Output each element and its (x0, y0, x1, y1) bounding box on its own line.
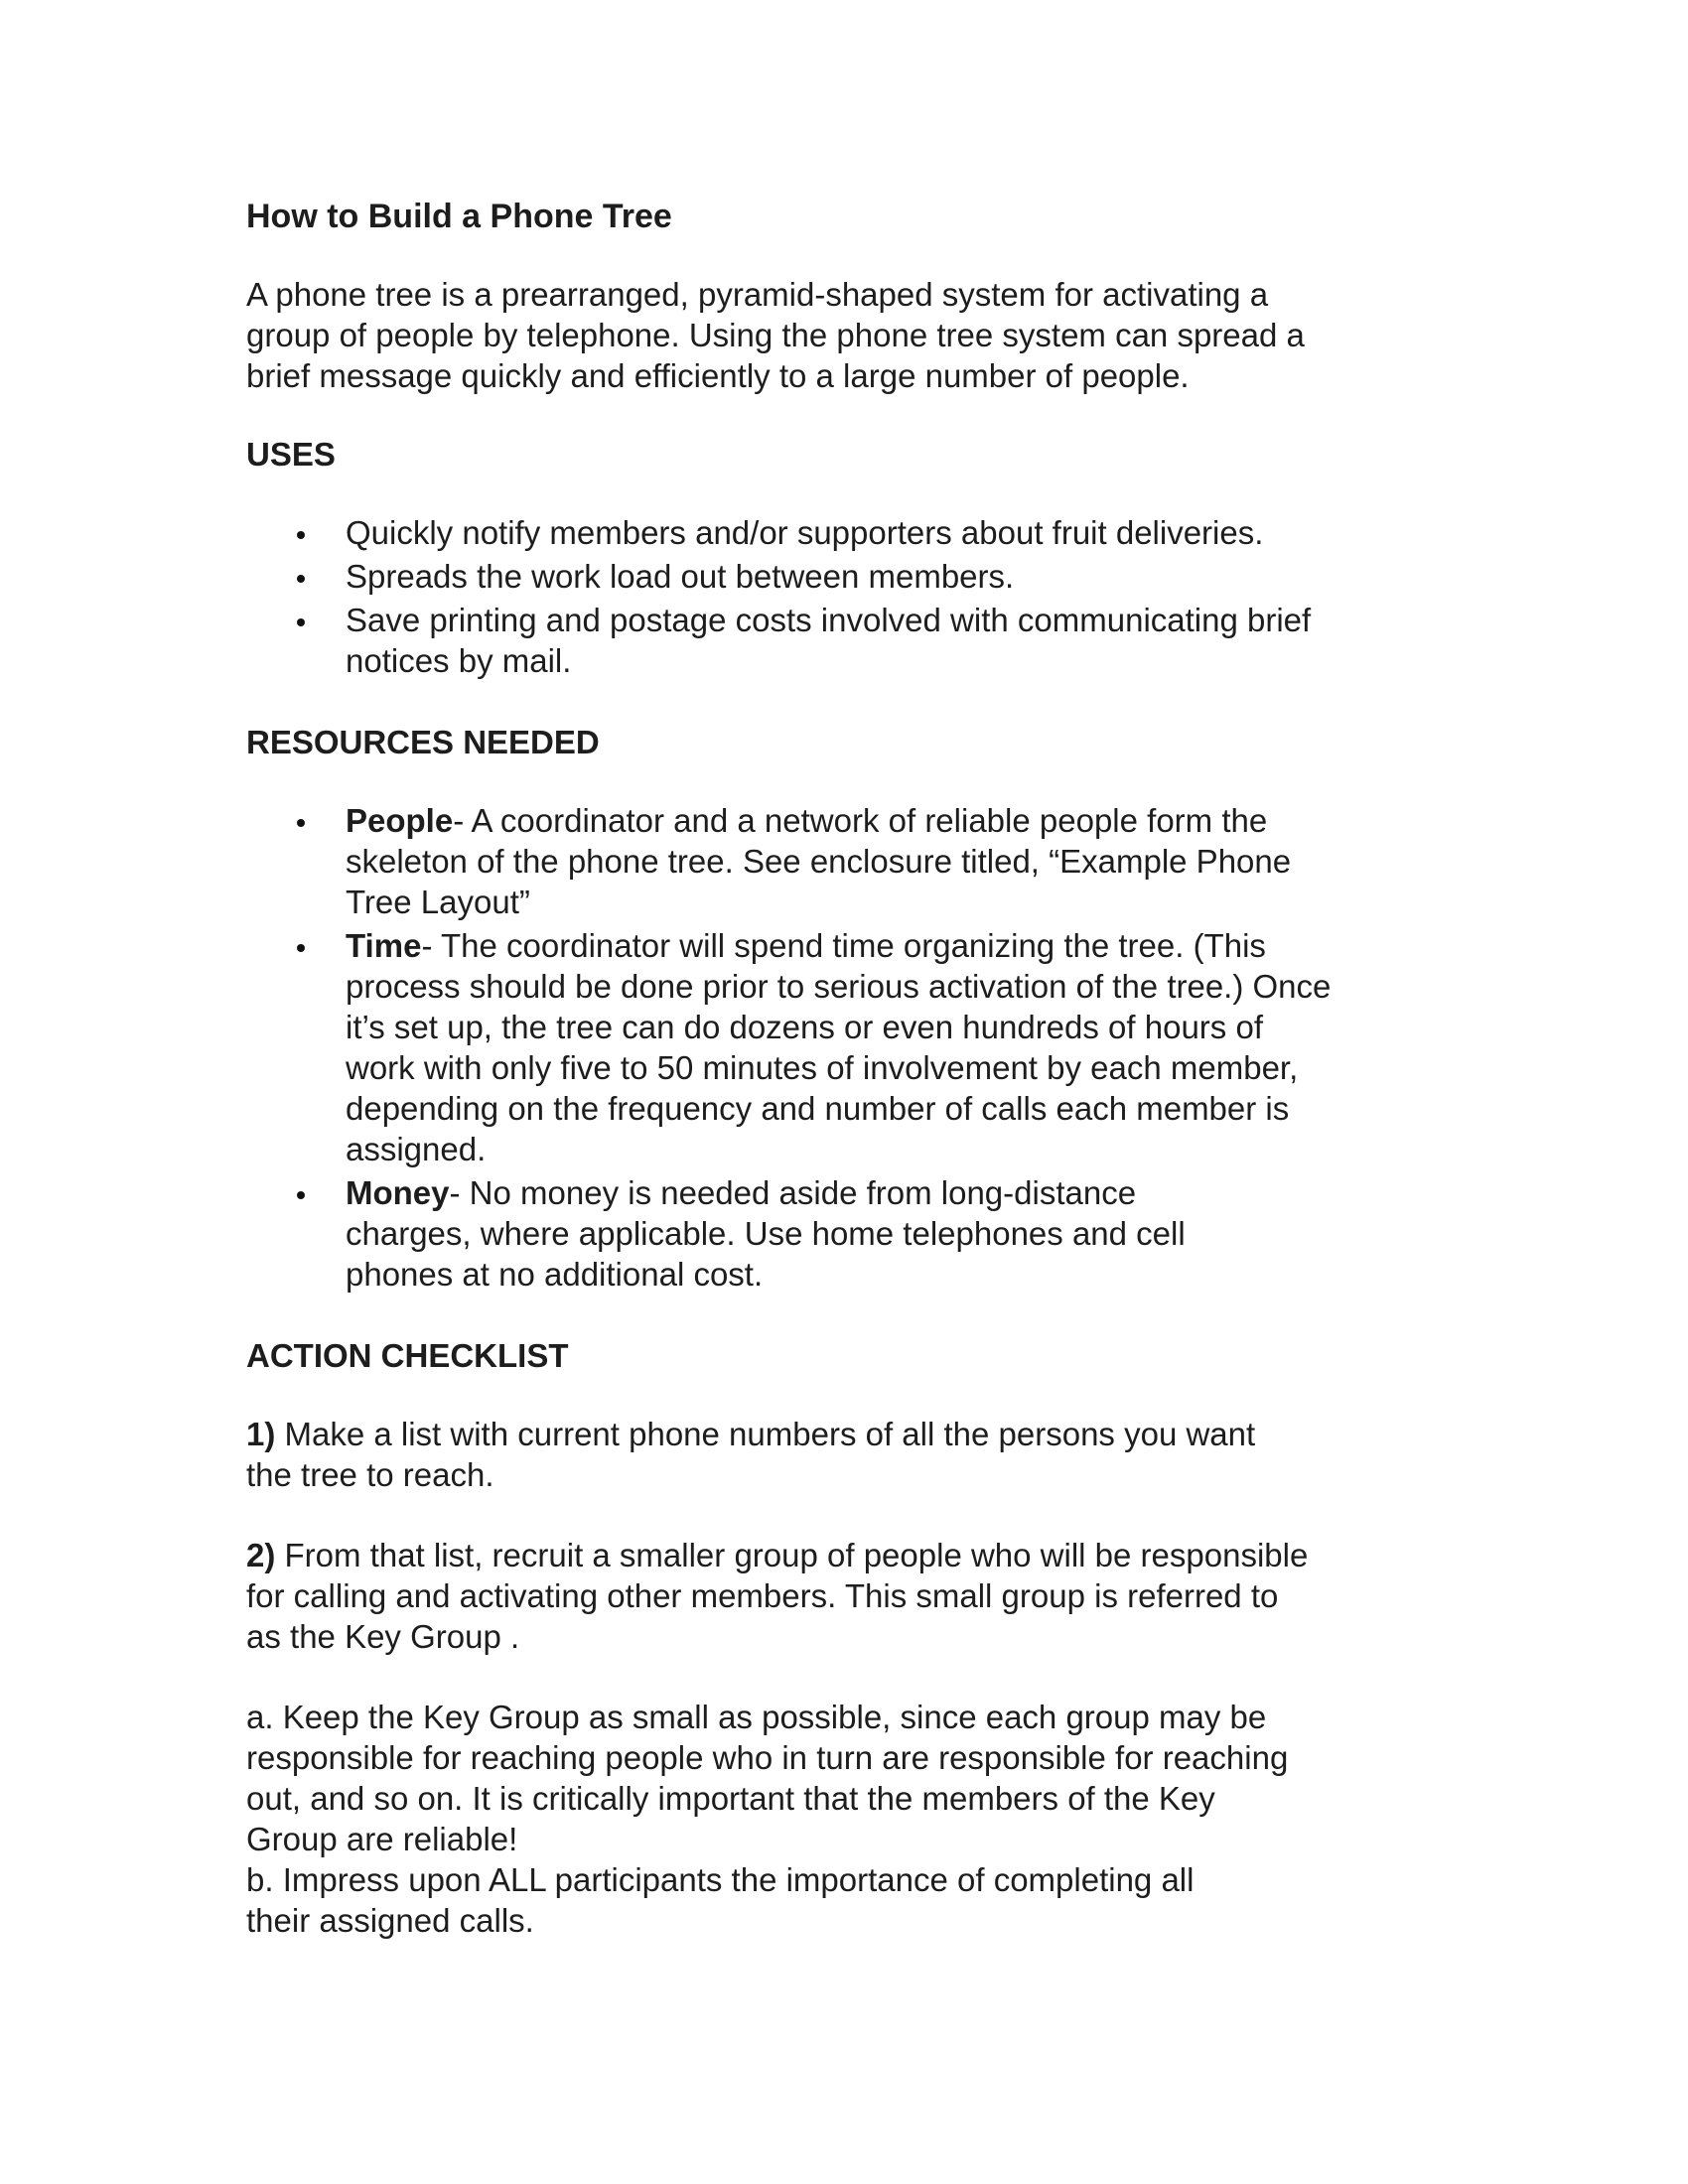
list-item-text: - A coordinator and a network of reliable people form the (453, 802, 1268, 839)
intro-paragraph (246, 274, 1438, 396)
list-item-text: notices by mail. (346, 642, 572, 679)
checklist-note-b (246, 1859, 1438, 1941)
resource-term: Time (346, 927, 422, 964)
resource-term: Money (346, 1174, 450, 1211)
list-item-first-line (346, 1172, 1438, 1213)
list-item-first-line (346, 925, 1438, 966)
checklist-heading: ACTION CHECKLIST (246, 1337, 569, 1374)
step-number: 2) (246, 1537, 276, 1573)
list-item-text: Save printing and postage costs involved with communicating brief (346, 602, 1312, 638)
list-item-text: work with only five to 50 minutes of involvement by each member, (346, 1049, 1299, 1086)
intro-line: group of people by telephone. Using the phone tree system can spread a (246, 317, 1305, 353)
list-item-first-line (346, 800, 1438, 841)
checklist-step-1 (246, 1414, 1438, 1495)
step-first-line (246, 1414, 1438, 1454)
list-item-text: skeleton of the phone tree. See enclosure titled, “Example Phone (346, 843, 1292, 880)
note-text: Group are reliable! (246, 1821, 518, 1857)
list-item-text: - No money is needed aside from long-distance (449, 1174, 1137, 1211)
list-item (346, 800, 1438, 922)
step-text: the tree to reach. (246, 1456, 494, 1493)
note-text: b. Impress upon ALL participants the importance of completing all (246, 1861, 1195, 1898)
page-title: How to Build a Phone Tree (246, 198, 672, 235)
checklist-step-2 (246, 1535, 1438, 1657)
intro-line: A phone tree is a prearranged, pyramid-shaped system for activating a (246, 276, 1269, 313)
list-item (346, 512, 1438, 553)
list-item-text: depending on the frequency and number of calls each member is (346, 1090, 1290, 1127)
step-text: From that list, recruit a smaller group of people who will be responsible (275, 1537, 1309, 1573)
checklist-note-a (246, 1697, 1438, 1859)
bullet-icon (297, 1191, 305, 1199)
bullet-icon (297, 531, 305, 539)
list-item-text: Quickly notify members and/or supporters about fruit deliveries. (346, 514, 1264, 551)
bullet-icon (297, 618, 305, 626)
bullet-icon (297, 944, 305, 952)
list-item-text: Spreads the work load out between members. (346, 558, 1015, 595)
bullet-icon (297, 819, 305, 827)
resources-heading: RESOURCES NEEDED (246, 724, 600, 760)
step-text: for calling and activating other members. This small group is referred to (246, 1577, 1279, 1614)
note-text: responsible for reaching people who in turn are responsible for reaching (246, 1739, 1289, 1776)
list-item-text: - The coordinator will spend time organizing the tree. (This (421, 927, 1266, 964)
list-item-text: phones at no additional cost. (346, 1256, 764, 1293)
step-text: as the Key Group . (246, 1618, 520, 1655)
note-text: out, and so on. It is critically important that the members of the Key (246, 1780, 1215, 1817)
document-page (246, 195, 1438, 1941)
list-item-text: Tree Layout” (346, 884, 530, 920)
note-text: their assigned calls. (246, 1902, 534, 1939)
list-item (346, 600, 1438, 681)
uses-list (246, 512, 1438, 681)
list-item (346, 1172, 1438, 1295)
step-first-line (246, 1535, 1438, 1575)
step-number: 1) (246, 1416, 276, 1452)
list-item-text: assigned. (346, 1131, 487, 1167)
list-item-text: charges, where applicable. Use home telephones and cell (346, 1215, 1186, 1252)
bullet-icon (297, 575, 305, 583)
list-item-text: process should be done prior to serious activation of the tree.) Once (346, 968, 1332, 1005)
list-item (346, 556, 1438, 597)
note-text: a. Keep the Key Group as small as possible, since each group may be (246, 1699, 1267, 1735)
step-text: Make a list with current phone numbers of all the persons you want (275, 1416, 1256, 1452)
list-item-text: it’s set up, the tree can do dozens or even hundreds of hours of (346, 1009, 1263, 1045)
uses-heading: USES (246, 436, 336, 473)
resource-term: People (346, 802, 454, 839)
list-item (346, 925, 1438, 1169)
intro-line: brief message quickly and efficiently to a large number of people. (246, 357, 1190, 394)
resources-list (246, 800, 1438, 1295)
